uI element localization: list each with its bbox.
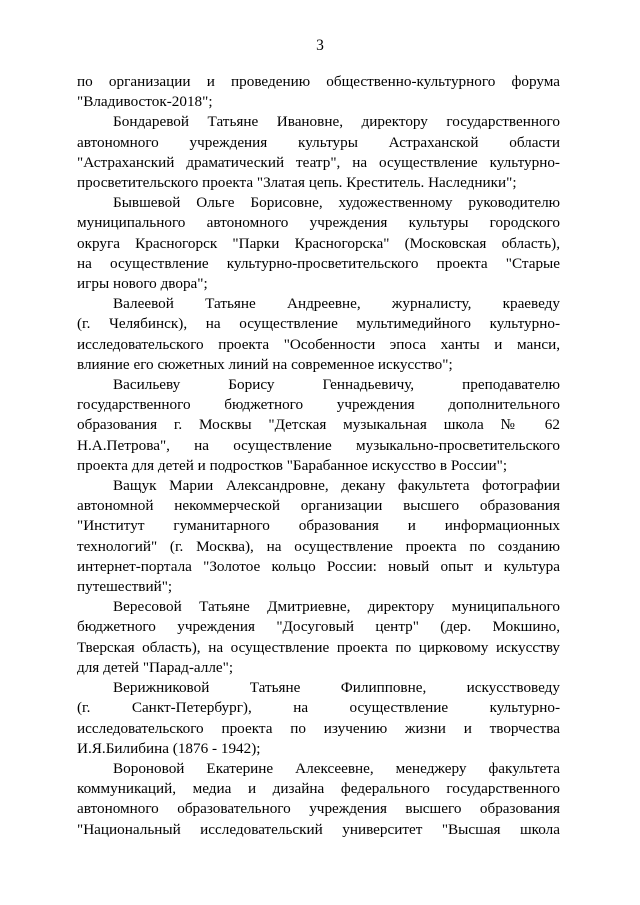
paragraph (77, 294, 560, 375)
text-line: технологий" (г. Москва), на осуществление проекта по созданию (77, 537, 560, 555)
text-line: Бондаревой Татьяне Ивановне, директору государственного (113, 113, 560, 131)
text-line: исследовательского проекта "Особенности эпоса ханты и манси, (77, 335, 560, 353)
text-line: округа Красногорск "Парки Красногорска" (Московская область), (77, 234, 560, 252)
text-line: автономного образовательного учреждения высшего образования (77, 800, 560, 818)
text-line: влияние его сюжетных линий на современное искусство"; (77, 355, 453, 373)
text-line: Ващук Марии Александровне, декану факультета фотографии (113, 477, 560, 495)
text-line: "Национальный исследовательский университет "Высшая школа (77, 820, 560, 838)
text-line: проекта для детей и подростков "Барабанное искусство в России"; (77, 456, 508, 474)
text-line: Васильеву Борису Геннадьевичу, преподавателю (113, 376, 560, 394)
text-line: Тверская область), на осуществление проекта по цирковому искусству (77, 638, 560, 656)
text-line: "Астраханский драматический театр", на осуществление культурно- (77, 153, 560, 171)
text-line: путешествий"; (77, 578, 173, 596)
text-line: автономной некоммерческой организации высшего образования (77, 497, 560, 515)
text-line: И.Я.Билибина (1876 - 1942); (77, 739, 261, 757)
text-line: просветительского проекта "Златая цепь. Креститель. Наследники"; (77, 174, 517, 192)
text-line: исследовательского проекта по изучению жизни и творчества (77, 719, 560, 737)
text-line: муниципального автономного учреждения культуры городского (77, 214, 560, 232)
text-line: бюджетного учреждения "Досуговый центр" (дер. Мокшино, (77, 618, 560, 636)
text-line: по организации и проведению общественно-культурного форума (77, 73, 560, 90)
text-line: Верижниковой Татьяне Филипповне, искусствоведу (113, 679, 560, 697)
text-line: на осуществление культурно-просветительского проекта "Старые (77, 254, 560, 272)
paragraph (77, 72, 560, 112)
paragraph (77, 476, 560, 597)
page-number: 3 (316, 37, 324, 54)
text-line: государственного бюджетного учреждения дополнительного (77, 396, 560, 414)
text-line: для детей "Парад-алле"; (77, 658, 234, 676)
paragraph (77, 112, 560, 193)
text-line: образования г. Москвы "Детская музыкальная школа № 62 (77, 416, 560, 434)
text-line: игры нового двора"; (77, 275, 208, 293)
text-line: (г. Санкт-Петербург), на осуществление культурно- (77, 699, 560, 717)
text-line: Бывшевой Ольге Борисовне, художественному руководителю (113, 194, 560, 212)
document-body (77, 72, 560, 840)
text-line: "Институт гуманитарного образования и информационных (77, 517, 560, 535)
text-line: (г. Челябинск), на осуществление мультимедийного культурно- (77, 315, 560, 333)
paragraph (77, 597, 560, 678)
text-line: Н.А.Петрова", на осуществление музыкально-просветительского (77, 436, 560, 454)
text-line: автономного учреждения культуры Астраханской области (77, 133, 560, 151)
paragraph (77, 193, 560, 294)
text-line: Валеевой Татьяне Андреевне, журналисту, краеведу (113, 295, 560, 313)
paragraph (77, 375, 560, 476)
text-line: Вересовой Татьяне Дмитриевне, директору муниципального (113, 598, 560, 616)
paragraph (77, 759, 560, 840)
text-line: интернет-портала "Золотое кольцо России: новый опыт и культура (77, 557, 560, 575)
text-line: Вороновой Екатерине Алексеевне, менеджеру факультета (113, 759, 560, 777)
text-line: "Владивосток-2018"; (77, 93, 213, 111)
text-line: коммуникаций, медиа и дизайна федерального государственного (77, 780, 560, 798)
paragraph (77, 678, 560, 759)
